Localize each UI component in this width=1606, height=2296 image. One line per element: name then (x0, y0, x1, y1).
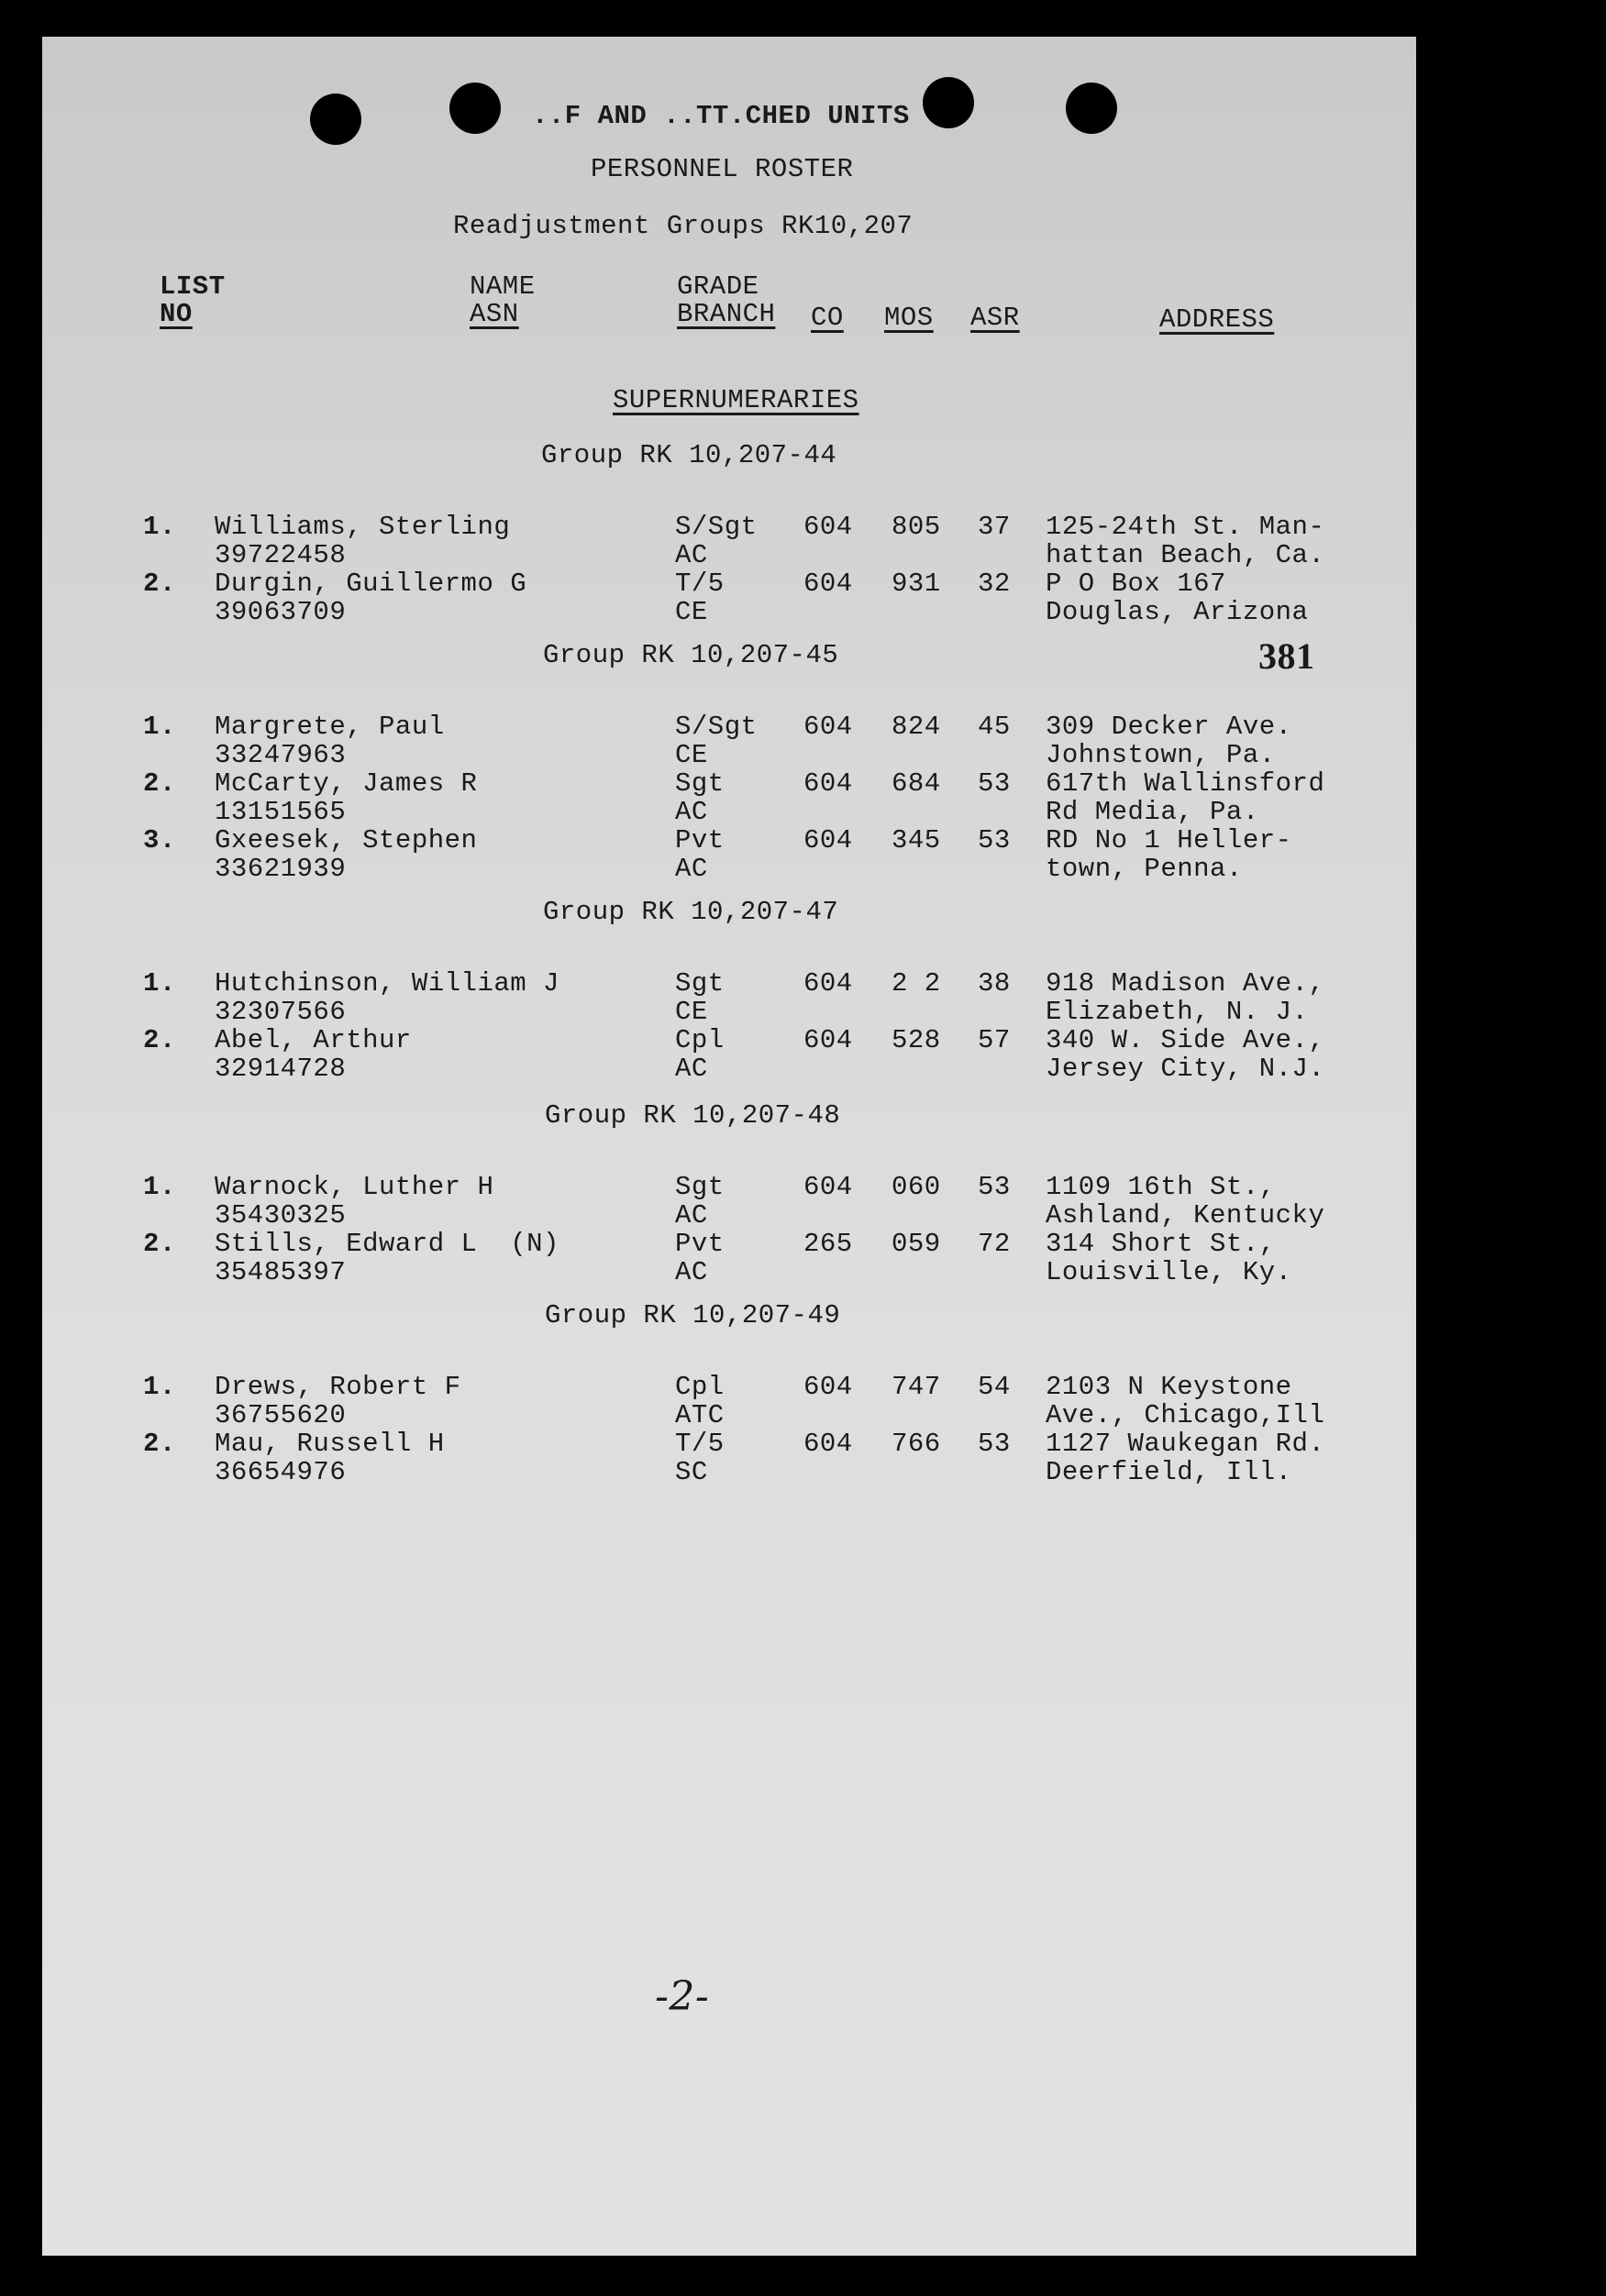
entry-branch: AC (675, 1054, 708, 1084)
col-no-label: NO (160, 299, 193, 329)
entry-asr: 37 (978, 512, 1011, 542)
col-branch-label: BRANCH (677, 299, 776, 329)
entry-co: 604 (803, 968, 853, 999)
entry-address-line1: 125-24th St. Man- (1046, 512, 1325, 542)
entry-asn: 39063709 (215, 597, 347, 627)
entry-mos: 2 2 (892, 968, 941, 999)
entry-asr: 45 (978, 712, 1011, 742)
entry-name: Durgin, Guillermo G (215, 568, 527, 599)
entry-address-line2: Johnstown, Pa. (1046, 740, 1276, 770)
entry-number: 2. (143, 768, 176, 799)
entry-asn: 32914728 (215, 1054, 347, 1084)
entry-number: 2. (143, 568, 176, 599)
entry-address-line1: 309 Decker Ave. (1046, 712, 1292, 742)
entry-number: 1. (143, 968, 176, 999)
entry-branch: CE (675, 740, 708, 770)
entry-address-line1: RD No 1 Heller- (1046, 825, 1292, 855)
entry-grade: S/Sgt (675, 512, 758, 542)
group-title: Group RK 10,207-48 (545, 1100, 841, 1131)
group-title: Group RK 10,207-49 (545, 1300, 841, 1330)
entry-asr: 57 (978, 1025, 1011, 1055)
col-co-label: CO (811, 303, 844, 333)
entry-branch: AC (675, 1257, 708, 1287)
entry-co: 604 (803, 512, 853, 542)
page-number: -2- (655, 1973, 710, 2020)
header-groups: Readjustment Groups RK10,207 (453, 211, 914, 241)
entry-mos: 060 (892, 1172, 941, 1202)
group-title: Group RK 10,207-45 (543, 640, 839, 670)
entry-name: Hutchinson, William J (215, 968, 559, 999)
entry-mos: 684 (892, 768, 941, 799)
entry-name: Mau, Russell H (215, 1429, 445, 1459)
entry-address-line1: 1127 Waukegan Rd. (1046, 1429, 1325, 1459)
entry-asr: 53 (978, 825, 1011, 855)
entry-mos: 345 (892, 825, 941, 855)
entry-mos: 931 (892, 568, 941, 599)
entry-address-line2: town, Penna. (1046, 854, 1243, 884)
entry-number: 1. (143, 712, 176, 742)
entry-co: 604 (803, 712, 853, 742)
entry-address-line1: 2103 N Keystone (1046, 1372, 1292, 1402)
header-unit: ..F AND ..TT.CHED UNITS (532, 101, 910, 131)
entry-branch: AC (675, 854, 708, 884)
entry-co: 604 (803, 1372, 853, 1402)
entry-asn: 33247963 (215, 740, 347, 770)
entry-co: 265 (803, 1229, 853, 1259)
group-title: Group RK 10,207-44 (541, 440, 837, 470)
entry-co: 604 (803, 768, 853, 799)
entry-co: 604 (803, 1172, 853, 1202)
group-title: Group RK 10,207-47 (543, 897, 839, 927)
entry-address-line1: 1109 16th St., (1046, 1172, 1276, 1202)
col-mos-label: MOS (884, 303, 934, 333)
entry-asn: 13151565 (215, 797, 347, 827)
entry-name: Stills, Edward L (N) (215, 1229, 559, 1259)
entry-address-line2: Ashland, Kentucky (1046, 1200, 1325, 1231)
col-name-label: NAME (470, 271, 536, 302)
entry-name: Abel, Arthur (215, 1025, 412, 1055)
entry-address-line2: Deerfield, Ill. (1046, 1457, 1292, 1487)
entry-mos: 805 (892, 512, 941, 542)
entry-grade: Sgt (675, 768, 725, 799)
entry-branch: AC (675, 1200, 708, 1231)
entry-asn: 32307566 (215, 997, 347, 1027)
entry-grade: Cpl (675, 1025, 725, 1055)
entry-branch: AC (675, 797, 708, 827)
entry-number: 1. (143, 1372, 176, 1402)
entry-mos: 528 (892, 1025, 941, 1055)
col-asr-label: ASR (970, 303, 1020, 333)
entry-co: 604 (803, 1025, 853, 1055)
entry-name: Margrete, Paul (215, 712, 445, 742)
entry-address-line1: P O Box 167 (1046, 568, 1226, 599)
entry-address-line2: Elizabeth, N. J. (1046, 997, 1309, 1027)
entry-asn: 33621939 (215, 854, 347, 884)
entry-number: 3. (143, 825, 176, 855)
entry-asr: 38 (978, 968, 1011, 999)
entry-grade: T/5 (675, 1429, 725, 1459)
entry-asr: 53 (978, 1172, 1011, 1202)
col-grade-label: GRADE (677, 271, 759, 302)
entry-grade: Sgt (675, 968, 725, 999)
col-asn-label: ASN (470, 299, 519, 329)
entry-name: Williams, Sterling (215, 512, 511, 542)
entry-mos: 824 (892, 712, 941, 742)
entry-grade: S/Sgt (675, 712, 758, 742)
entry-grade: Pvt (675, 825, 725, 855)
entry-number: 2. (143, 1229, 176, 1259)
entry-address-line2: Louisville, Ky. (1046, 1257, 1292, 1287)
entry-asn: 35485397 (215, 1257, 347, 1287)
entry-mos: 766 (892, 1429, 941, 1459)
entry-grade: Pvt (675, 1229, 725, 1259)
entry-address-line1: 918 Madison Ave., (1046, 968, 1325, 999)
roster-page (42, 37, 1416, 2256)
section-title: SUPERNUMERARIES (613, 385, 859, 415)
entry-address-line1: 314 Short St., (1046, 1229, 1276, 1259)
entry-number: 2. (143, 1025, 176, 1055)
entry-address-line1: 340 W. Side Ave., (1046, 1025, 1325, 1055)
entry-name: Drews, Robert F (215, 1372, 461, 1402)
entry-asn: 35430325 (215, 1200, 347, 1231)
entry-address-line2: Jersey City, N.J. (1046, 1054, 1325, 1084)
entry-asr: 72 (978, 1229, 1011, 1259)
col-list-label: LIST (160, 271, 226, 302)
entry-mos: 747 (892, 1372, 941, 1402)
entry-grade: Cpl (675, 1372, 725, 1402)
entry-branch: CE (675, 597, 708, 627)
punch-hole (449, 83, 501, 134)
punch-hole (310, 94, 361, 145)
entry-grade: T/5 (675, 568, 725, 599)
entry-branch: SC (675, 1457, 708, 1487)
entry-address-line2: Douglas, Arizona (1046, 597, 1309, 627)
entry-number: 1. (143, 1172, 176, 1202)
entry-name: Warnock, Luther H (215, 1172, 494, 1202)
punch-hole (923, 77, 974, 128)
entry-asr: 53 (978, 1429, 1011, 1459)
entry-branch: ATC (675, 1400, 725, 1430)
entry-address-line2: Ave., Chicago,Ill (1046, 1400, 1325, 1430)
entry-asn: 36654976 (215, 1457, 347, 1487)
entry-branch: AC (675, 540, 708, 570)
entry-asn: 36755620 (215, 1400, 347, 1430)
entry-grade: Sgt (675, 1172, 725, 1202)
header-roster-title: PERSONNEL ROSTER (591, 154, 854, 184)
entry-asn: 39722458 (215, 540, 347, 570)
entry-name: McCarty, James R (215, 768, 478, 799)
entry-number: 1. (143, 512, 176, 542)
entry-co: 604 (803, 1429, 853, 1459)
punch-hole (1066, 83, 1117, 134)
entry-number: 2. (143, 1429, 176, 1459)
col-address-label: ADDRESS (1159, 304, 1275, 335)
stamp-number: 381 (1258, 635, 1315, 677)
entry-address-line2: hattan Beach, Ca. (1046, 540, 1325, 570)
entry-co: 604 (803, 825, 853, 855)
entry-name: Gxeesek, Stephen (215, 825, 478, 855)
entry-asr: 54 (978, 1372, 1011, 1402)
entry-mos: 059 (892, 1229, 941, 1259)
entry-asr: 32 (978, 568, 1011, 599)
entry-address-line2: Rd Media, Pa. (1046, 797, 1259, 827)
entry-co: 604 (803, 568, 853, 599)
entry-branch: CE (675, 997, 708, 1027)
entry-asr: 53 (978, 768, 1011, 799)
entry-address-line1: 617th Wallinsford (1046, 768, 1325, 799)
